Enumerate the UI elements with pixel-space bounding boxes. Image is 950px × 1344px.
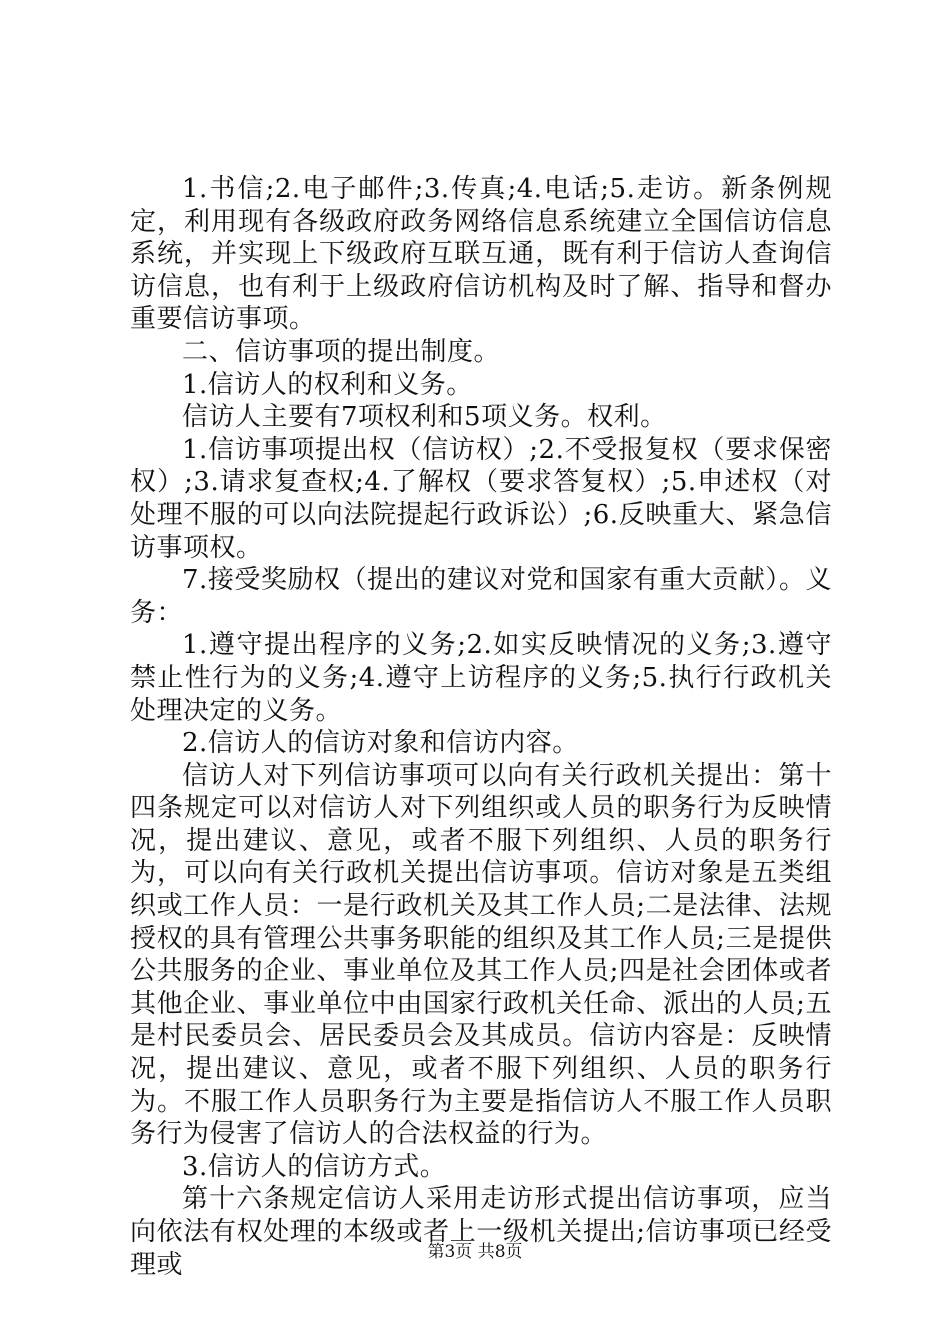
- paragraph-2: 二、信访事项的提出制度。: [182, 336, 501, 367]
- paragraph-5: 1.信访事项提出权（信访权）;2.不受报复权（要求保密权）;3.请求复查权;4.了解权（要求答复权）;5.申述权（对处理不服的可以向法院提起行政诉讼）;6.反映重大、紧急信访事项权。: [130, 434, 832, 563]
- paragraph-9: 信访人对下列信访事项可以向有关行政机关提出：第十四条规定可以对信访人对下列组织或人员的职务行为反映情况，提出建议、意见，或者不服下列组织、人员的职务行为，可以向有关行政机关提出信访事项。信访对象是五类组织或工作人员：一是行政机关及其工作人员;二是法律、法规授权的具有管理公共事务职能的组织及其工作人员;三是提供公共服务的企业、事业单位及其工作人员;四是社会团体或者其他企业、事业单位中由国家行政机关任命、派出的人员;五是村民委员会、居民委员会及其成员。信访内容是：反映情况，提出建议、意见，或者不服下列组织、人员的职务行为。不服工作人员职务行为主要是指信访人不服工作人员职务行为侵害了信访人的合法权益的行为。: [130, 760, 832, 1150]
- paragraph-8: 2.信访人的信访对象和信访内容。: [182, 728, 579, 759]
- paragraph-11: 第十六条规定信访人采用走访形式提出信访事项，应当向依法有权处理的本级或者上一级机关提出;信访事项已经受理或: [130, 1184, 832, 1280]
- paragraph-4: 信访人主要有7项权利和5项义务。权利。: [182, 402, 667, 433]
- paragraph-3: 1.信访人的权利和义务。: [182, 369, 473, 400]
- paragraph-6: 7.接受奖励权（提出的建议对党和国家有重大贡献）。义务：: [130, 565, 832, 628]
- paragraph-1: 1.书信;2.电子邮件;3.传真;4.电话;5.走访。新条例规定，利用现有各级政府政务网络信息系统建立全国信访信息系统，并实现上下级政府互联互通，既有利于信访人查询信访信息，也有利于上级政府信访机构及时了解、指导和督办重要信访事项。: [130, 174, 832, 335]
- document-body: [130, 173, 832, 1281]
- paragraph-10: 3.信访人的信访方式。: [182, 1151, 447, 1182]
- paragraph-7: 1.遵守提出程序的义务;2.如实反映情况的义务;3.遵守禁止性行为的义务;4.遵守上访程序的义务;5.执行行政机关处理决定的义务。: [130, 630, 832, 726]
- page-number-footer: 第3页 共8页: [427, 1242, 523, 1262]
